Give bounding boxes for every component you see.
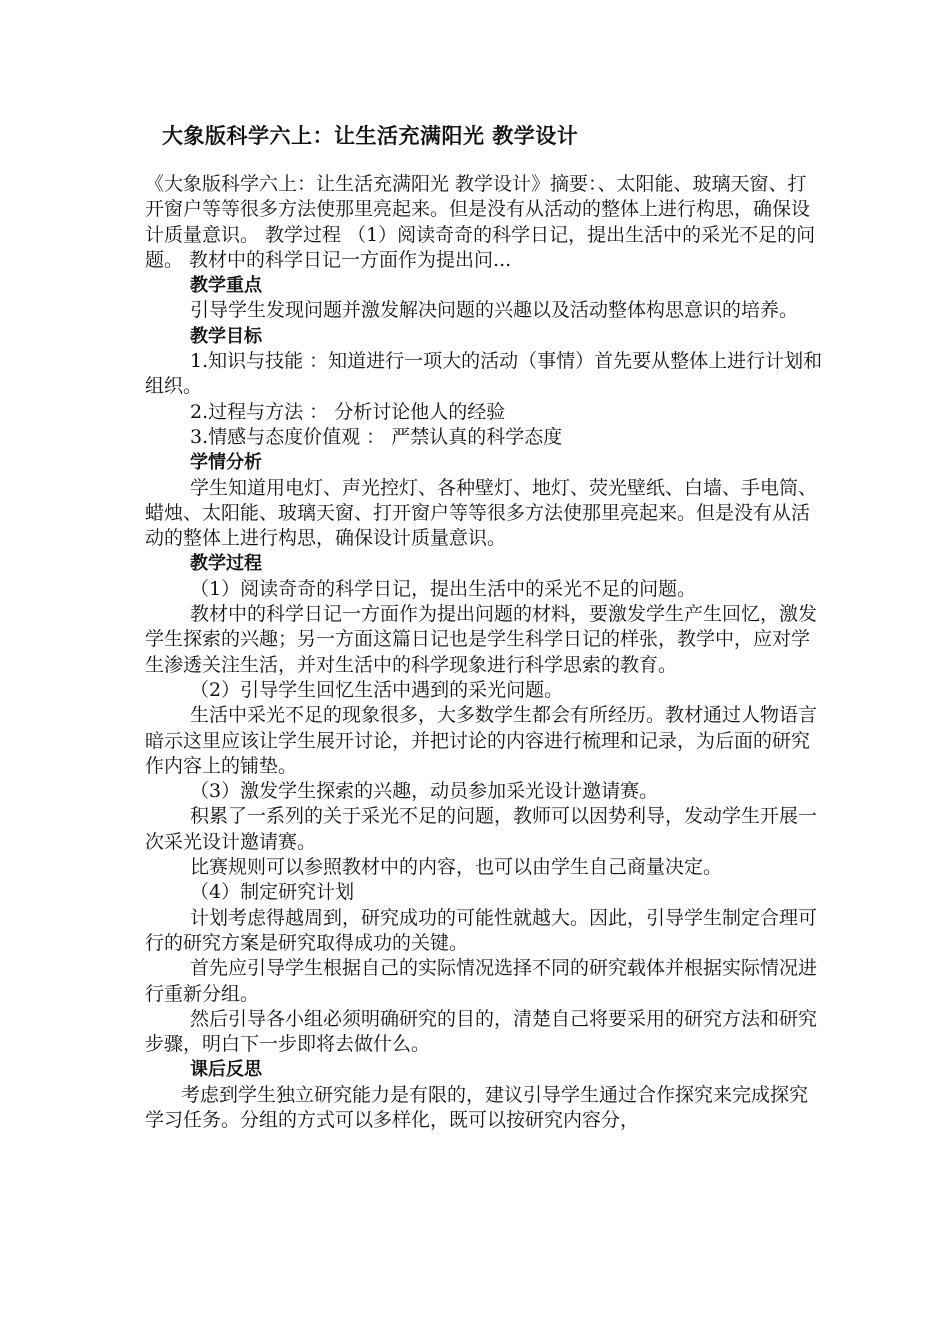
process-paragraph: 教材中的科学日记一方面作为提出问题的材料，要激发学生产生回忆，激发学生探索的兴趣；另一方面这篇日记也是学生科学日记的样张，教学中，应对学生渗透关注生活，并对生活中的科学现象进行科学思索的教育。 (145, 603, 818, 676)
document-body (145, 172, 825, 1133)
reflection-paragraph: 考虑到学生独立研究能力是有限的，建议引导学生通过合作探究来完成探究学习任务。分组的方式可以多样化，既可以按研究内容分， (145, 1083, 809, 1131)
goal-item: 2.过程与方法 ： 分析讨论他人的经验 (190, 400, 506, 423)
summary-paragraph: 《大象版科学六上：让生活充满阳光 教学设计》摘要：、太阳能、玻璃天窗、打开窗户等等很多方法使那里亮起来。但是没有从活动的整体上进行构思，确保设计质量意识。 教学过程 （1）阅读奇奇的科学日记，提出生活中的采光不足的问题。 教材中的科学日记一方面作为提出问... (145, 173, 816, 271)
document-title: 大象版科学六上：让生活充满阳光 教学设计 (162, 124, 579, 148)
process-step-title: （2）引导学生回忆生活中遇到的采光问题。 (190, 678, 564, 701)
process-paragraph: 计划考虑得越周到，研究成功的可能性就越大。因此，引导学生制定合理可行的研究方案是研究取得成功的关键。 (145, 906, 818, 954)
process-step-title: （1）阅读奇奇的科学日记，提出生活中的采光不足的问题。 (190, 577, 697, 600)
process-paragraph: 然后引导各小组必须明确研究的目的，清楚自己将要采用的研究方法和研究步骤，明白下一步即将去做什么。 (145, 1007, 818, 1056)
process-paragraph: 比赛规则可以参照教材中的内容，也可以由学生自己商量决定。 (190, 856, 723, 879)
process-paragraph: 首先应引导学生根据自己的实际情况选择不同的研究载体并根据实际情况进行重新分组。 (145, 957, 818, 1005)
focus-paragraph: 引导学生发现问题并激发解决问题的兴趣以及活动整体构思意识的培养。 (190, 299, 799, 322)
goal-item: 1.知识与技能 ：知道进行一项大的活动（事情）首先要从整体上进行计划和组织。 (145, 350, 823, 398)
process-step-title: （4）制定研究计划 (190, 881, 355, 904)
section-heading-process: 教学过程 (190, 553, 262, 575)
goal-item: 3.情感与态度价值观 ： 严禁认真的科学态度 (190, 425, 563, 448)
section-heading-goals: 教学目标 (190, 325, 262, 347)
process-paragraph: 生活中采光不足的现象很多，大多数学生都会有所经历。教材通过人物语言暗示这里应该让学生展开讨论，并把讨论的内容进行梳理和记录，为后面的研究作内容上的铺垫。 (145, 704, 818, 777)
process-paragraph: 积累了一系列的关于采光不足的问题，教师可以因势利导，发动学生开展一次采光设计邀请赛。 (145, 805, 818, 853)
section-heading-focus: 教学重点 (190, 275, 262, 297)
analysis-paragraph: 学生知道用电灯、声光控灯、各种壁灯、地灯、荧光壁纸、白墙、手电筒、蜡烛、太阳能、玻璃天窗、打开窗户等等很多方法使那里亮起来。但是没有从活动的整体上进行构思，确保设计质量意识。 (145, 476, 818, 550)
section-heading-reflection: 课后反思 (190, 1059, 262, 1081)
section-heading-analysis: 学情分析 (190, 452, 262, 474)
process-step-title: （3）激发学生探索的兴趣，动员参加采光设计邀请赛。 (190, 780, 659, 803)
